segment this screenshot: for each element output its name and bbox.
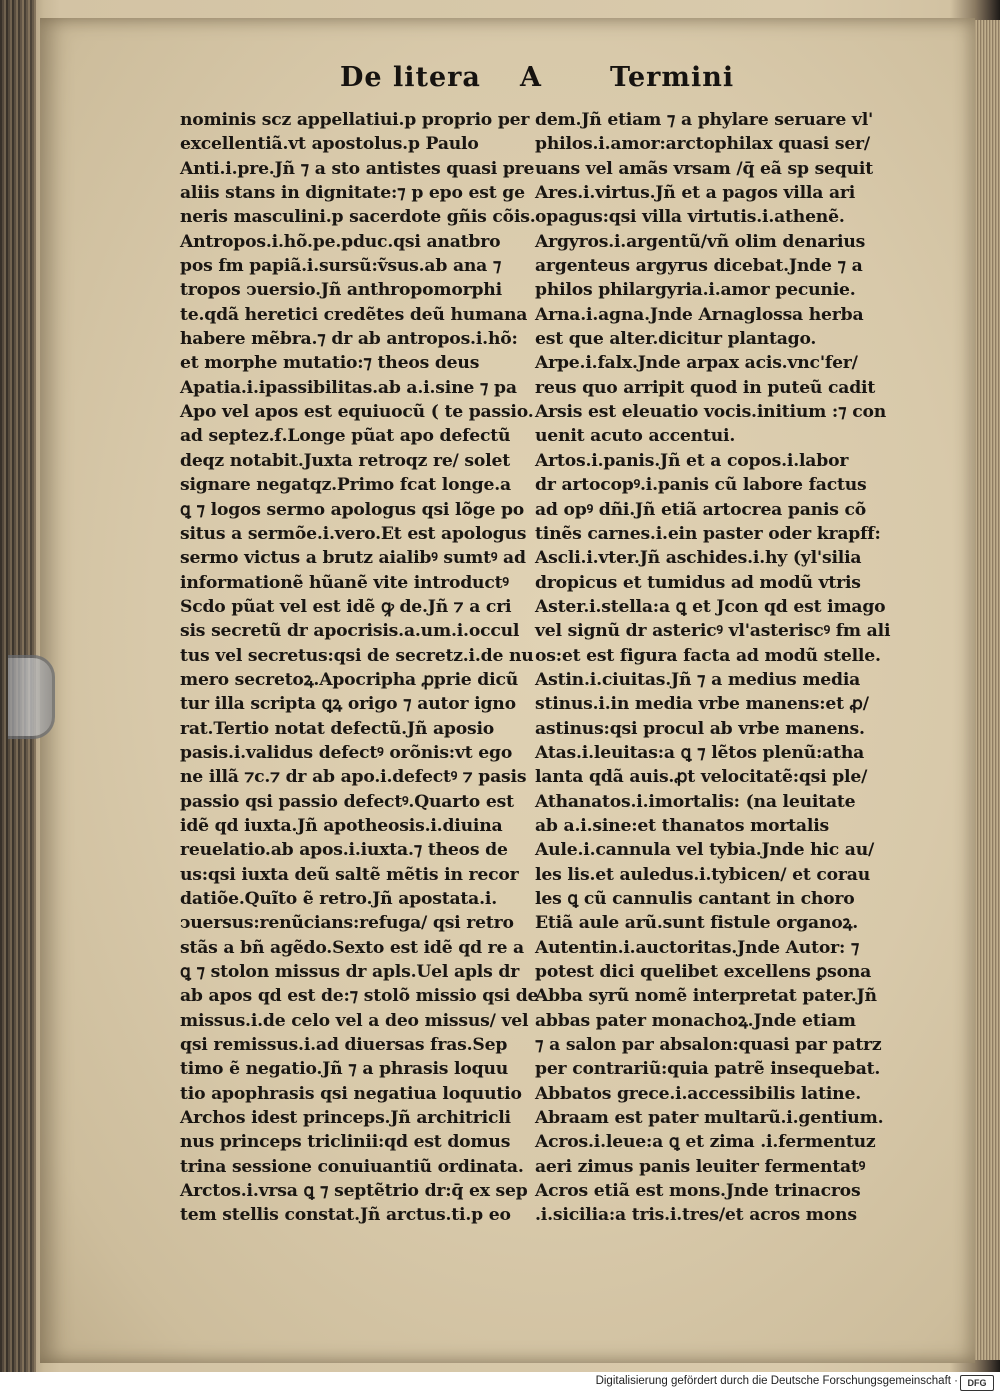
text-line: habere mẽbra.⁊ dr ab antropos.i.hõ: [180,329,518,350]
text-line: Anti.i.pre.Jñ ⁊ a sto antistes quasi pre [180,158,535,179]
text-line: Aule.i.cannula vel tybia.Jnde hic au/ [535,840,875,861]
text-line: Acros.i.leue:a ꝗ et zima .i.fermentuz [535,1132,876,1153]
text-line: trina sessione conuiuantiũ ordinata. [180,1156,524,1177]
text-line: ab a.i.sine:et thanatos mortalis [535,815,829,836]
text-line: passio qsi passio defectꝰ.Quarto est [180,791,514,812]
text-line: pasis.i.validus defectꝰ orõnis:vt ego [180,742,513,763]
text-line: rat.Tertio notat defectũ.Jñ aposio [180,718,495,739]
text-line: pos fm papiã.i.sursũ:ṽsus.ab ana ⁊ [180,256,502,277]
text-line: Astin.i.ciuitas.Jñ ⁊ a medius media [535,669,861,690]
text-line: uans vel amãs vrsam /q̄ eã sp sequit [535,158,873,179]
running-header [300,62,760,102]
text-line: Scdo pũat vel est idẽ ꝙ de.Jñ ⁊ a cri [180,596,512,617]
text-line: Apatia.i.ipassibilitas.ab a.i.sine ⁊ pa [180,377,517,398]
text-line: os:et est figura facta ad modũ stelle. [535,645,881,666]
text-line: reus quo arripit quod in puteũ cadit [535,377,876,398]
text-line: et morphe mutatio:⁊ theos deus [180,353,480,374]
text-line: stãs a bñ agẽdo.Sexto est idẽ qd re a [180,937,524,958]
text-line: sermo victus a brutz aialibꝰ sumtꝰ ad [180,548,526,569]
text-line: tus vel secretus:qsi de secretz.i.de nu [180,645,534,666]
text-line: Autentin.i.auctoritas.Jnde Autor: ⁊ [535,937,860,958]
header-left: De litera [340,62,481,93]
text-line: argenteus argyrus dicebat.Jnde ⁊ a [535,256,863,277]
text-line: vel signũ dr astericꝰ vl'asteriscꝰ fm ali [535,621,891,642]
text-line: ne illã ⁊c.⁊ dr ab apo.i.defectꝰ ⁊ pasis [180,767,527,788]
text-line: ꝗ ⁊ stolon missus dr apls.Uel apls dr [180,962,520,983]
text-line: Ascli.i.vter.Jñ aschides.i.hy (yl'silia [535,548,862,569]
text-line: missus.i.de celo vel a deo missus/ vel [180,1010,529,1031]
text-line: est que alter.dicitur plantago. [535,329,817,350]
text-line: les ꝗ cũ cannulis cantant in choro [535,889,855,909]
text-line: ad septez.ẜ.Longe pũat apo defectũ [180,426,511,447]
dfg-logo: DFG [960,1375,994,1391]
text-line: Antropos.i.hõ.pe.pduc.qsi anatbro [180,231,501,252]
left-text-column [180,108,539,1228]
text-line: Etiã aule arũ.sunt fistule organoꝝ. [535,913,859,934]
text-line: lanta qdã auis.ꝓt velocitatẽ:qsi ple/ [535,767,868,788]
text-line: dem.Jñ etiam ⁊ a phylare seruare vl' [535,110,874,130]
text-line: .i.sicilia:a tris.i.tres/et acros mons [535,1205,857,1226]
text-line: neris masculini.p sacerdote gñis cõis. [180,207,536,228]
footer-bar [0,1372,1000,1393]
right-text-column [535,108,891,1228]
text-line: Ares.i.virtus.Jñ et a pagos villa ari [535,183,856,204]
text-line: astinus:qsi procul ab vrbe manens. [535,718,865,739]
text-line: ꝗ ⁊ logos sermo apologus qsi lõge po [180,499,525,520]
text-line: les lis.et auledus.i.tybicen/ et corau [535,864,870,885]
text-line: philos philargyria.i.amor pecunie. [535,280,856,301]
text-line: informationẽ hũanẽ vite introductꝰ [180,572,509,593]
text-line: aliis stans in dignitate:⁊ p epo est ge [180,183,525,204]
text-line: Atas.i.leuitas:a ꝗ ⁊ lẽtos plenũ:atha [535,742,865,763]
text-line: aeri zimus panis leuiter fermentatꝰ [535,1156,866,1177]
text-line: uenit acuto accentui. [535,426,736,447]
text-line: Athanatos.i.imortalis: (na leuitate [535,791,856,812]
header-middle: A [520,62,542,93]
text-line: abbas pater monachoꝝ.Jnde etiam [535,1010,856,1031]
text-line: nus princeps triclinii:qd est domus [180,1132,511,1153]
text-line: philos.i.amor:arctophilax quasi ser/ [535,134,870,155]
page-clip [8,655,55,739]
text-line: nominis scz appellatiui.p proprio per [180,110,530,130]
text-line: Abbatos grece.i.accessibilis latine. [535,1083,861,1104]
text-line: tinẽs carnes.i.ein paster oder krapff: [535,523,881,544]
header-right: Termini [610,62,735,93]
text-line: idẽ qd iuxta.Jñ apotheosis.i.diuina [180,815,503,836]
text-line: Artos.i.panis.Jñ et a copos.i.labor [535,450,849,471]
text-line: potest dici quelibet excellens ꝑsona [535,962,872,983]
text-line: Apo vel apos est equiuocũ ( te passio. [180,402,534,423]
text-line: dropicus et tumidus ad modũ vtris [535,572,861,593]
text-line: excellentiã.vt apostolus.p Paulo [180,134,479,155]
text-line: Arctos.i.vrsa ꝗ ⁊ septẽtrio dr:q̄ ex sep [180,1181,528,1202]
text-line: mero secretoꝝ.Apocripha ꝓprie dicũ [180,669,519,690]
text-line: dr artocopꝰ.i.panis cũ labore factus [535,475,867,496]
text-line: opagus:qsi villa virtutis.i.athenẽ. [535,207,845,228]
text-line: Aster.i.stella:a ꝗ et Jcon qd est imago [535,596,886,617]
text-line: ad opꝰ dñi.Jñ etiã artocrea panis cõ [535,499,867,520]
text-line: ↄuersus:renũcians:refuga/ qsi retro [180,913,514,934]
text-line: tur illa scripta ꝗꝝ origo ⁊ autor igno [180,694,516,715]
text-line: Abba syrũ nomẽ interpretat pater.Jñ [535,986,877,1007]
text-line: tem stellis constat.Jñ arctus.ti.p eo [180,1205,511,1226]
text-line: Argyros.i.argentũ/vñ olim denarius [535,231,866,252]
text-line: signare negatqz.Primo fcat longe.a [180,475,511,496]
text-line: Arna.i.agna.Jnde Arnaglossa herba [535,304,864,325]
text-line: timo ẽ negatio.Jñ ⁊ a phrasis loquu [180,1059,509,1080]
text-line: Abraam est pater multarũ.i.gentium. [535,1108,884,1129]
text-line: per contrariũ:quia patrẽ insequebat. [535,1059,881,1080]
text-line: tropos ↄuersio.Jñ anthropomorphi [180,280,502,301]
text-line: stinus.i.in media vrbe manens:et ꝓ/ [535,694,869,715]
text-line: tio apophrasis qsi negatiua loquutio [180,1083,522,1104]
text-line: Arpe.i.falx.Jnde arpax acis.vnc'fer/ [535,353,858,374]
text-line: Acros etiã est mons.Jnde trinacros [535,1181,861,1202]
text-line: Archos idest princeps.Jñ architricli [180,1108,511,1129]
text-line: ab apos qd est de:⁊ stolõ missio qsi de [180,986,539,1007]
text-line: datiõe.Quĩto ẽ retro.Jñ apostata.i. [180,889,497,909]
text-line: sis secretũ dr apocrisis.a.um.i.occul [180,621,520,642]
text-line: us:qsi iuxta deũ saltẽ mẽtis in recor [180,864,519,885]
text-line: situs a sermõe.i.vero.Et est apologus [180,523,527,544]
text-line: deqz notabit.Juxta retroqz re/ solet [180,450,510,471]
text-line: qsi remissus.i.ad diuersas fras.Sep [180,1035,508,1056]
funding-credit: Digitalisierung gefördert durch die Deutsche Forschungsgemeinschaft · [595,1375,958,1387]
text-line: ⁊ a salon par absalon:quasi par patrz [535,1035,882,1056]
text-line: reuelatio.ab apos.i.iuxta.⁊ theos de [180,840,508,861]
text-line: te.qdã heretici credẽtes deũ humana [180,304,528,325]
text-line: Arsis est eleuatio vocis.initium :⁊ con [535,402,887,423]
